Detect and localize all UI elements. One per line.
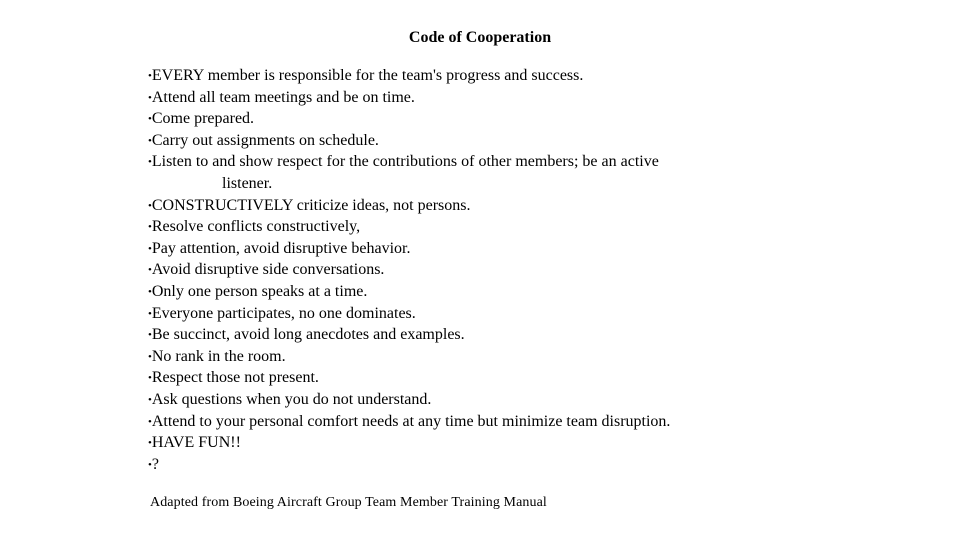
rule-item <box>148 151 670 194</box>
rule-text: No rank in the room. <box>151 347 286 365</box>
rule-item <box>148 454 670 476</box>
bullet-icon: • <box>148 156 152 169</box>
rule-text: Resolve conflicts constructively, <box>151 218 361 236</box>
rule-text: Ask questions when you do not understand. <box>151 390 432 408</box>
rule-item <box>148 259 670 281</box>
rule-item <box>148 65 670 87</box>
rule-text: Pay attention, avoid disruptive behavior. <box>151 239 411 257</box>
rule-item <box>148 130 670 152</box>
rule-text: Come prepared. <box>151 110 255 128</box>
bullet-icon: • <box>148 307 152 320</box>
rule-item <box>148 303 670 325</box>
rule-text: EVERY member is responsible for the team's progress and success. <box>151 67 584 84</box>
rule-text: Listen to and show respect for the contributions of other members; be an active <box>151 153 659 171</box>
bullet-icon: • <box>148 393 152 406</box>
rule-text: Avoid disruptive side conversations. <box>151 261 385 279</box>
rule-item <box>148 324 670 346</box>
rule-text-continuation: listener. <box>222 174 273 192</box>
bullet-icon: • <box>148 329 152 342</box>
rule-text: Only one person speaks at a time. <box>151 282 368 300</box>
bullet-icon: • <box>148 264 152 277</box>
rule-item <box>148 281 670 303</box>
bullet-icon: • <box>148 372 152 385</box>
rule-text: ? <box>151 455 159 473</box>
bullet-icon: • <box>148 437 152 450</box>
rule-item <box>148 389 670 411</box>
rule-item <box>148 346 670 368</box>
bullet-icon: • <box>148 91 152 104</box>
bullet-icon: • <box>148 199 152 212</box>
bullet-icon: • <box>148 134 152 147</box>
bullet-icon: • <box>148 242 152 255</box>
rule-item <box>148 87 670 109</box>
page-title: Code of Cooperation <box>408 29 552 46</box>
rule-text: Attend to your personal comfort needs at any time but minimize team disruption. <box>151 412 671 430</box>
bullet-icon: • <box>148 221 152 234</box>
rule-text: Be succinct, avoid long anecdotes and examples. <box>151 326 465 344</box>
rule-item <box>148 432 670 454</box>
rule-item <box>148 238 670 260</box>
bullet-icon: • <box>148 458 152 471</box>
rule-text: CONSTRUCTIVELY criticize ideas, not persons. <box>151 196 471 214</box>
rules-list <box>148 65 670 475</box>
bullet-icon: • <box>148 70 152 82</box>
rule-text: Everyone participates, no one dominates. <box>151 304 416 322</box>
rule-item <box>148 108 670 130</box>
bullet-icon: • <box>148 415 152 428</box>
rule-item <box>148 411 670 433</box>
rule-text: Carry out assignments on schedule. <box>151 131 379 149</box>
rule-item <box>148 367 670 389</box>
rule-text: Respect those not present. <box>151 369 319 387</box>
rule-item <box>148 216 670 238</box>
bullet-icon: • <box>148 113 152 126</box>
rule-text: HAVE FUN!! <box>151 434 241 452</box>
bullet-icon: • <box>148 350 152 363</box>
source-citation: Adapted from Boeing Aircraft Group Team Member Training Manual <box>150 495 547 510</box>
rule-text: Attend all team meetings and be on time. <box>151 88 415 106</box>
rule-item <box>148 195 670 217</box>
bullet-icon: • <box>148 285 152 298</box>
